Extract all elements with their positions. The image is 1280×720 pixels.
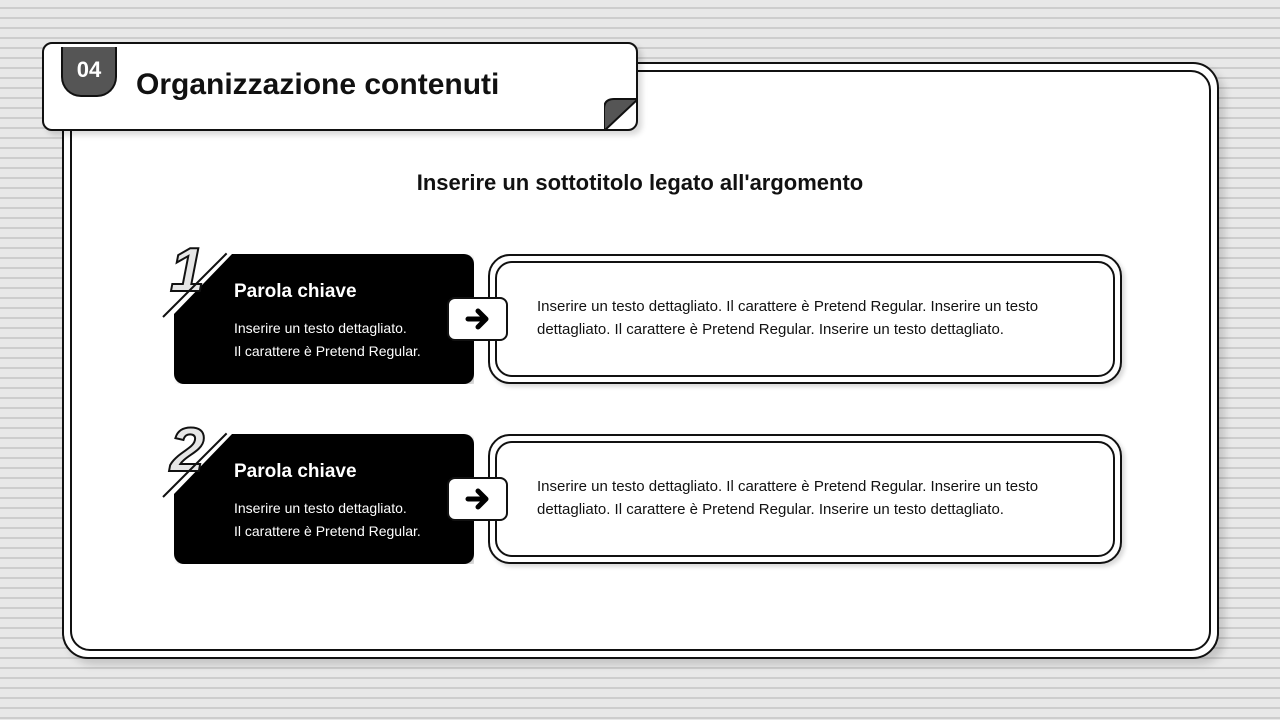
header-tab <box>42 42 638 131</box>
keyword-text-line: Inserire un testo dettagliato. <box>234 500 407 516</box>
section-number-badge: 04 <box>61 47 117 97</box>
keyword-title: Parola chiave <box>234 461 357 482</box>
keyword-text-line: Il carattere è Pretend Regular. <box>234 523 421 539</box>
detail-text: Inserire un testo dettagliato. Il carattere è Pretend Regular. Inserire un testo dettagliato. Il carattere è Pretend Regular. Inserire un testo dettagliato. <box>537 478 1039 518</box>
list-item <box>0 416 1280 574</box>
step-number: 1 <box>170 236 205 305</box>
page-title: Organizzazione contenuti <box>136 68 500 101</box>
subtitle: Inserire un sottotitolo legato all'argomento <box>416 170 864 195</box>
step-number: 2 <box>170 416 205 485</box>
arrow-button <box>447 297 508 341</box>
keyword-text-line: Il carattere è Pretend Regular. <box>234 343 421 359</box>
arrow-right-icon <box>465 488 491 510</box>
arrow-right-icon <box>465 308 491 330</box>
detail-text: Inserire un testo dettagliato. Il carattere è Pretend Regular. Inserire un testo dettagliato. Il carattere è Pretend Regular. Inserire un testo dettagliato. <box>537 298 1039 338</box>
keyword-text <box>234 317 421 363</box>
arrow-button <box>447 477 508 521</box>
list-item <box>0 236 1280 394</box>
keyword-text-line: Inserire un testo dettagliato. <box>234 320 407 336</box>
folded-corner-icon <box>604 97 638 131</box>
keyword-title: Parola chiave <box>234 281 357 302</box>
keyword-text <box>234 497 421 543</box>
